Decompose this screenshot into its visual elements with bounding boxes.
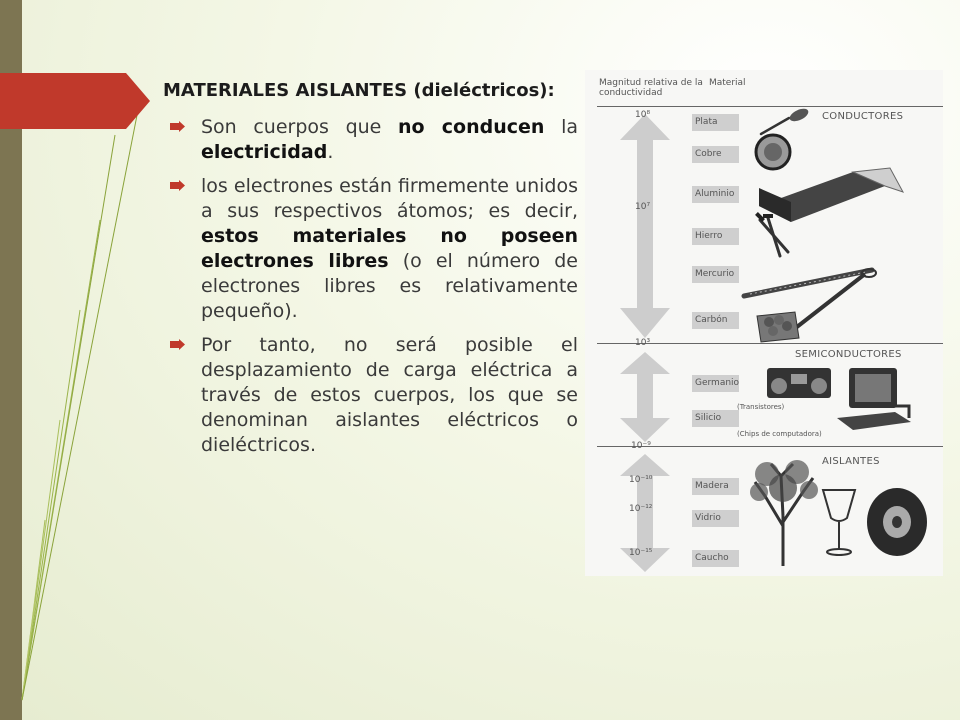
magnitude-label: 10³ <box>635 338 651 348</box>
shovel-coal-icon <box>745 268 885 346</box>
magnitude-label: 10⁻¹⁰ <box>629 475 653 485</box>
bullet-text: . <box>327 141 334 163</box>
bullet-item <box>170 333 578 458</box>
material-carbon: Carbón <box>692 312 739 329</box>
conductivity-figure <box>585 70 943 576</box>
bullet-item <box>170 174 578 324</box>
material-vidrio: Vidrio <box>692 510 739 527</box>
bullet-text: (o el número de electrones libres es relativamente pequeño). <box>201 250 578 322</box>
radio-icon <box>765 362 835 402</box>
bullet-text: los electrones están firmemente unidos a sus respectivos átomos; es decir, <box>201 175 578 222</box>
material-caucho: Caucho <box>692 550 739 567</box>
bullet-bold: estos materiales no poseen electrones libres <box>201 225 578 272</box>
material-germanio: Germanio <box>692 375 739 392</box>
computer-icon <box>835 366 915 434</box>
arrow-bullet-icon <box>170 180 185 191</box>
arrow-bullet-icon <box>170 121 185 132</box>
nails-icon <box>750 212 800 262</box>
magnitude-label: 10⁻¹⁵ <box>629 548 653 558</box>
material-mercurio: Mercurio <box>692 266 739 283</box>
bullet-text: Por tanto, no será posible el desplazamiento de carga eléctrica a través de estos cuerpos, los que se denominan aislantes eléctricos o dieléctricos. <box>201 334 578 456</box>
material-plata: Plata <box>692 114 739 131</box>
tire-icon <box>863 484 931 560</box>
wine-glass-icon <box>817 488 861 560</box>
red-arrow-tab <box>0 73 150 129</box>
material-hierro: Hierro <box>692 228 739 245</box>
material-aluminio: Aluminio <box>692 186 739 203</box>
magnitude-label: 10⁷ <box>635 202 651 212</box>
section-conductores: CONDUCTORES <box>822 111 904 122</box>
bullet-bold: no conducen <box>398 116 545 138</box>
bullet-item <box>170 115 578 165</box>
arrow-bullet-icon <box>170 339 185 350</box>
magnitude-label: 10⁻¹² <box>629 504 653 514</box>
section-semiconductores: SEMICONDUCTORES <box>795 349 902 360</box>
magnitud-header: Magnitud relativa de la conductividad <box>599 78 703 98</box>
bullet-text: la <box>544 116 578 138</box>
bullet-list <box>170 115 578 467</box>
slide-heading: MATERIALES AISLANTES (dieléctricos): <box>163 80 555 101</box>
magnitude-label: 10⁻⁹ <box>631 441 651 451</box>
section-aislantes: AISLANTES <box>822 456 880 467</box>
bullet-text: Son cuerpos que <box>201 116 398 138</box>
bullet-bold: electricidad <box>201 141 328 163</box>
material-madera: Madera <box>692 478 739 495</box>
material-silicio: Silicio <box>692 410 739 427</box>
material-header: Material <box>709 78 746 88</box>
chips-note: (Chips de computadora) <box>737 430 822 438</box>
material-cobre: Cobre <box>692 146 739 163</box>
transistores-note: (Transistores) <box>737 403 785 411</box>
tree-icon <box>747 456 819 568</box>
magnitude-label: 10⁸ <box>635 110 651 120</box>
